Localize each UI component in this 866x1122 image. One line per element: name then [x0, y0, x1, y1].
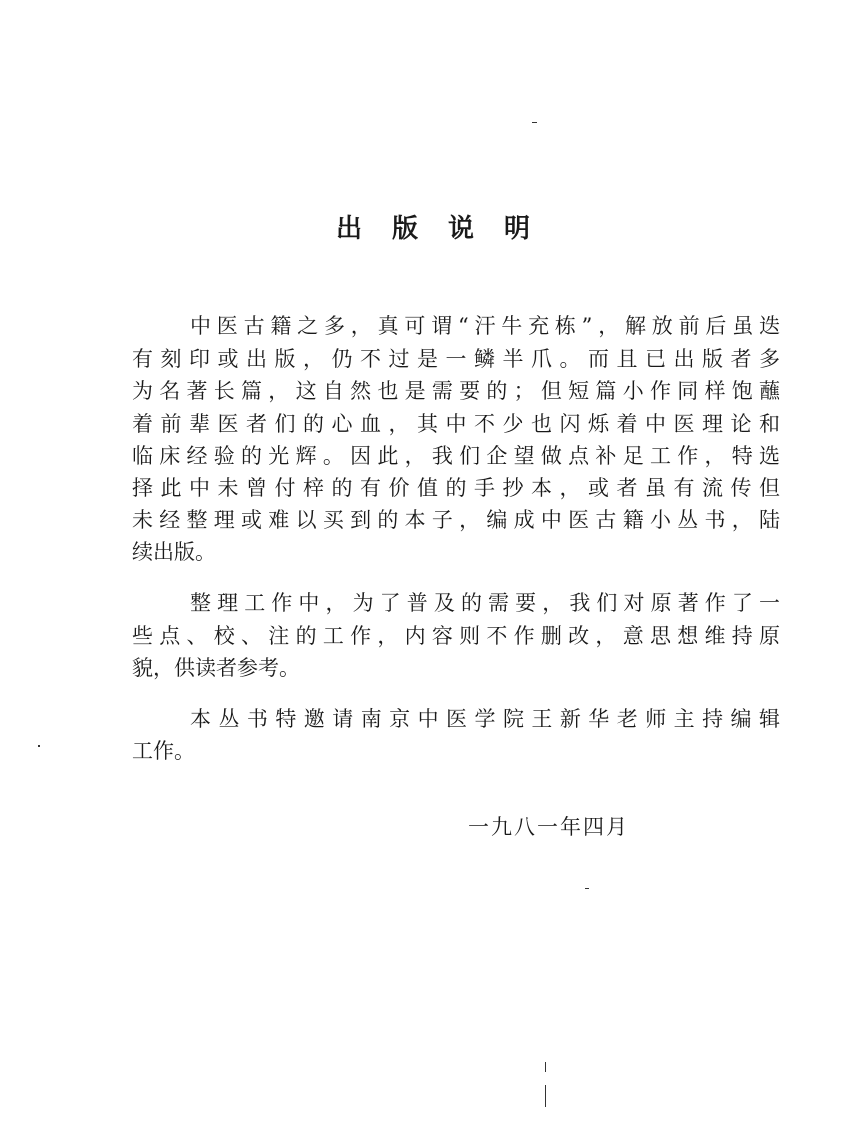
scan-speck [545, 1085, 546, 1107]
text-line: 些点、校、注的工作，内容则不作删改，意思想维持原 [132, 624, 780, 648]
text-line: 貌，供读者参考。 [132, 656, 300, 680]
text-line: 有刻印或出版，仍不过是一鳞半爪。而且已出版者多 [132, 347, 780, 371]
publication-date: 一九八一年四月 [468, 815, 629, 839]
text-line: 未经整理或难以买到的本子，编成中医古籍小丛书，陆 [132, 508, 780, 532]
text-line: 为名著长篇，这自然也是需要的；但短篇小作同样饱蘸 [132, 379, 780, 403]
scan-speck [585, 888, 589, 889]
text-line: 整理工作中，为了普及的需要，我们对原著作了一 [190, 591, 780, 615]
scan-speck [38, 745, 40, 747]
text-line: 工作。 [132, 739, 195, 763]
text-line: 续出版。 [132, 540, 216, 564]
text-line: 择此中未曾付梓的有价值的手抄本，或者虽有流传但 [132, 476, 780, 500]
text-line: 本丛书特邀请南京中医学院王新华老师主持编辑 [190, 707, 780, 731]
page-title: 出版说明 [335, 214, 560, 244]
text-line: 临床经验的光辉。因此，我们企望做点补足工作，特选 [132, 444, 780, 468]
scan-speck [545, 1062, 546, 1072]
text-line: 着前辈医者们的心血，其中不少也闪烁着中医理论和 [132, 412, 780, 436]
scan-speck [532, 122, 537, 123]
text-line: 中医古籍之多，真可谓“汗牛充栋”，解放前后虽迭 [190, 314, 780, 338]
